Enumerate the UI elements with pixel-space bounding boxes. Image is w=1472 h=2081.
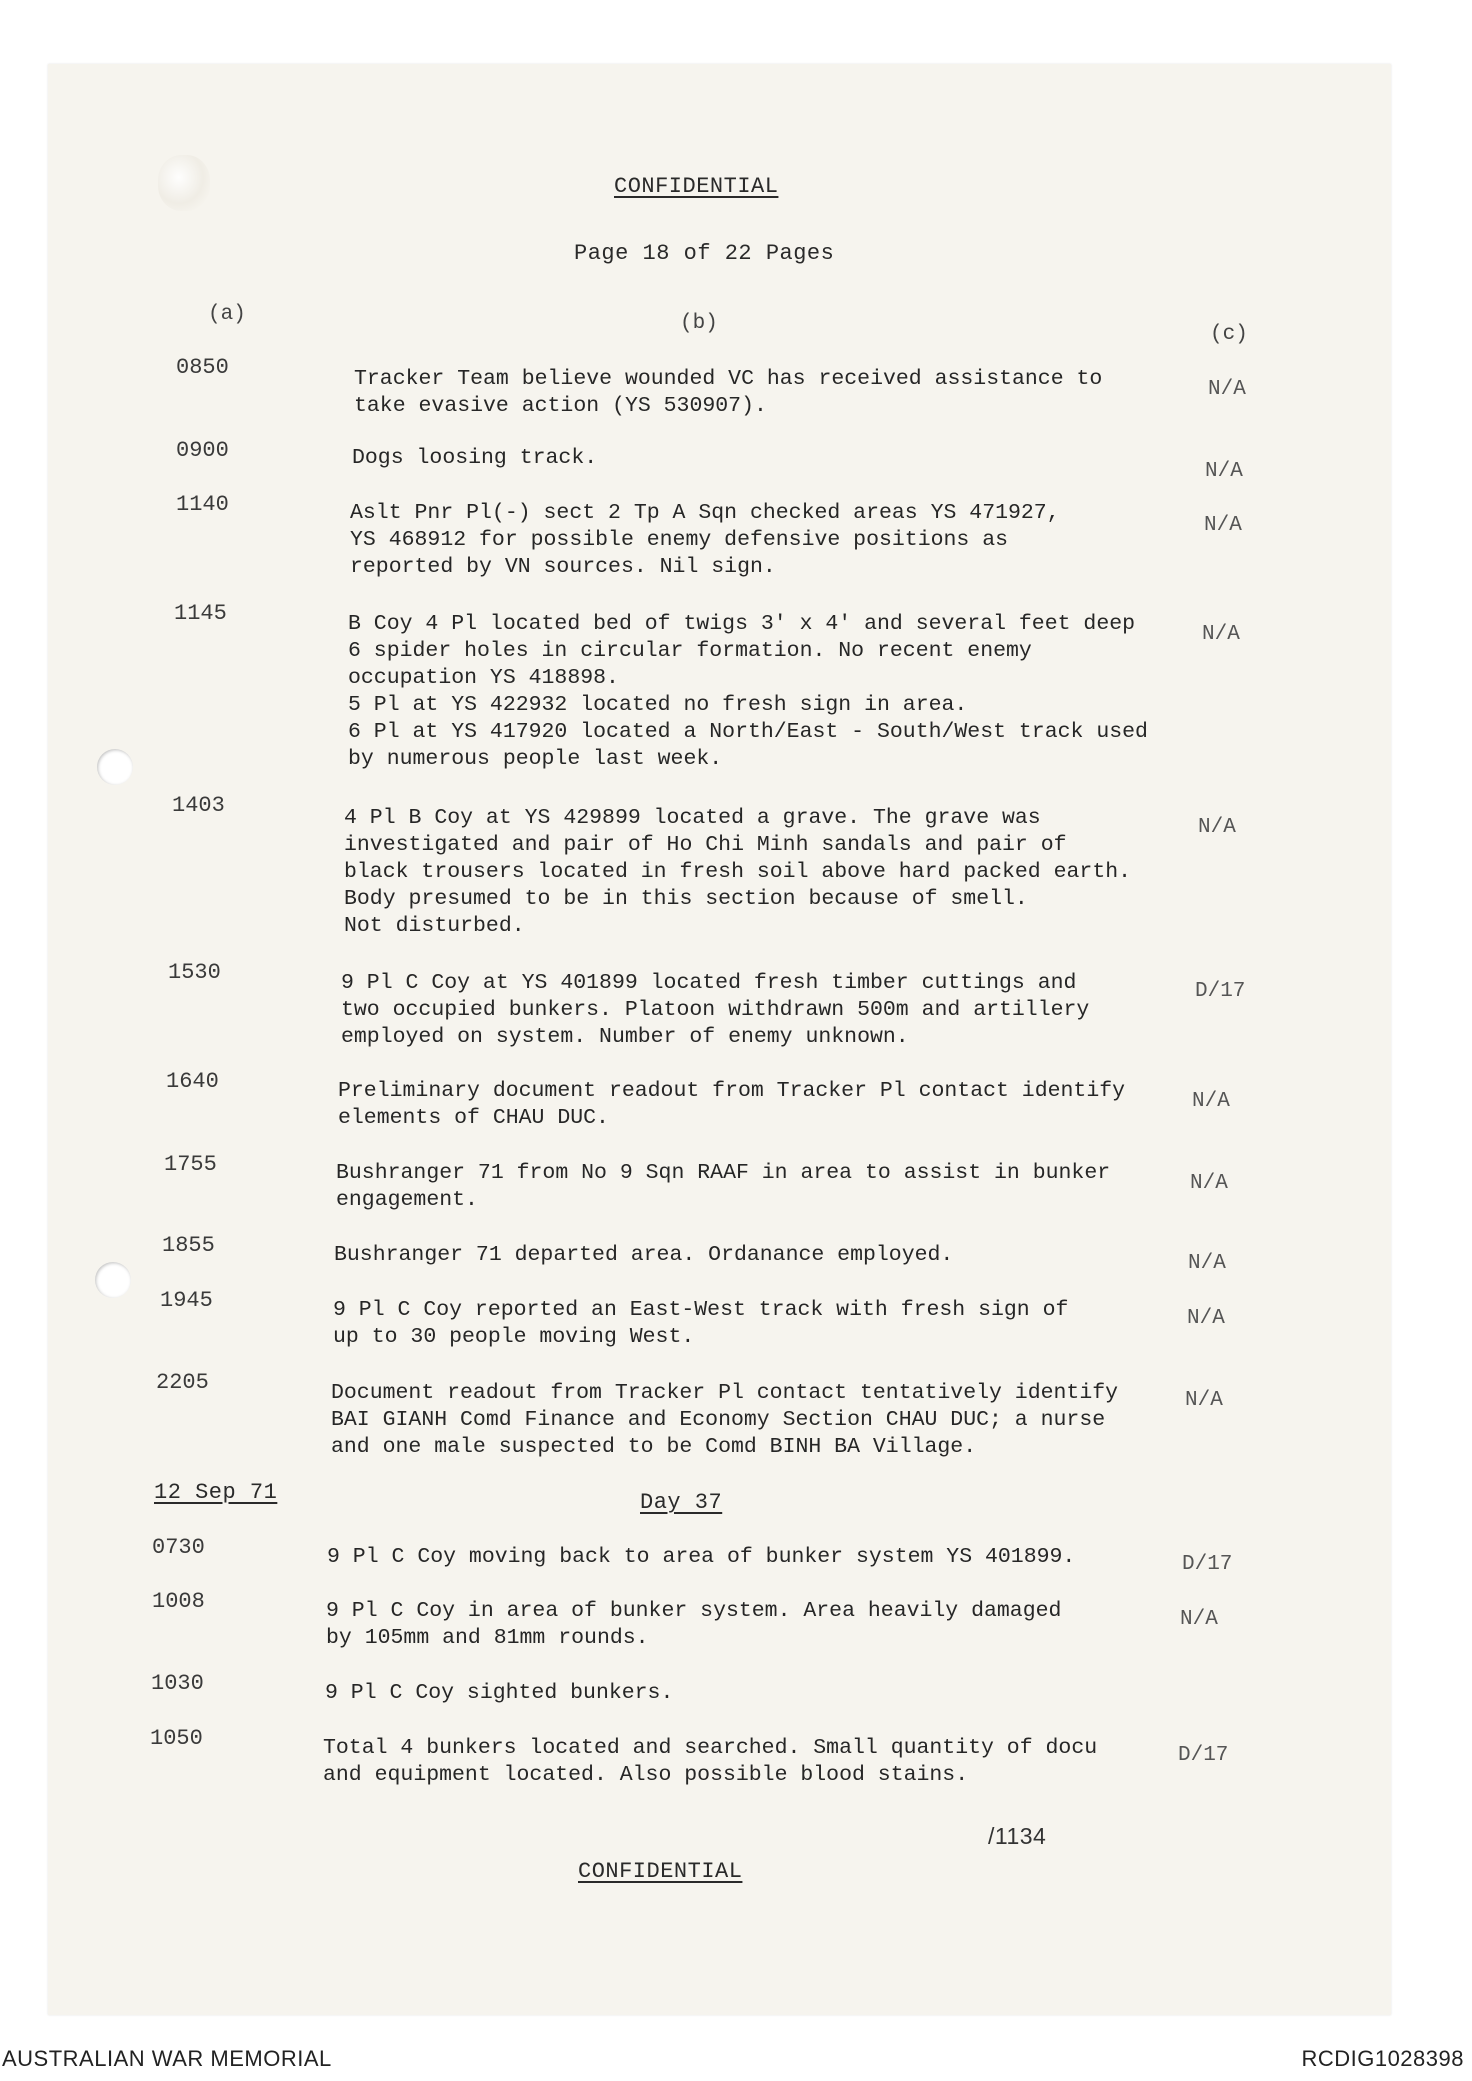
entry-code: N/A	[1202, 623, 1240, 646]
entry-time: 1855	[162, 1233, 215, 1258]
entry-line: up to 30 people moving West.	[333, 1325, 695, 1349]
entry-line: black trousers located in fresh soil above hard packed earth.	[344, 860, 1132, 884]
entry-line: engagement.	[336, 1188, 478, 1212]
entry-line: BAI GIANH Comd Finance and Economy Section CHAU DUC; a nurse	[331, 1408, 1106, 1432]
entry-line: take evasive action (YS 530907).	[354, 394, 767, 418]
entry-code: D/17	[1178, 1744, 1229, 1767]
entry-text	[350, 500, 1060, 581]
entry-time: 1008	[152, 1589, 205, 1614]
day-date: 12 Sep 71	[154, 1480, 278, 1505]
column-header-b: (b)	[680, 312, 718, 335]
entry-text	[333, 1297, 1068, 1351]
entry-line: Aslt Pnr Pl(-) sect 2 Tp A Sqn checked areas YS 471927,	[350, 501, 1060, 525]
entry-line: and equipment located. Also possible blood stains.	[323, 1763, 969, 1787]
archive-name: AUSTRALIAN WAR MEMORIAL	[2, 2046, 332, 2071]
entry-code: N/A	[1185, 1389, 1223, 1412]
column-header-c: (c)	[1210, 323, 1248, 346]
entry-line: 9 Pl C Coy in area of bunker system. Area heavily damaged	[326, 1599, 1062, 1623]
embossed-seal	[158, 155, 210, 211]
entry-code: N/A	[1204, 514, 1242, 537]
entry-line: 6 Pl at YS 417920 located a North/East - South/West track used	[348, 720, 1148, 744]
day-number: Day 37	[640, 1490, 723, 1515]
entry-text	[323, 1735, 1097, 1789]
continuation-marker: /1134	[988, 1823, 1047, 1849]
entry-line: employed on system. Number of enemy unknown.	[341, 1025, 909, 1049]
entry-line: two occupied bunkers. Platoon withdrawn 500m and artillery	[341, 998, 1090, 1022]
page-info: Page 18 of 22 Pages	[574, 241, 835, 266]
entry-code: N/A	[1180, 1608, 1218, 1631]
entry-line: 6 spider holes in circular formation. No recent enemy	[348, 639, 1032, 663]
entry-code: N/A	[1190, 1172, 1228, 1195]
entry-code: D/17	[1182, 1553, 1233, 1576]
classification-top: CONFIDENTIAL	[614, 174, 779, 199]
entry-time: 1403	[172, 793, 225, 818]
entry-line: reported by VN sources. Nil sign.	[350, 555, 776, 579]
column-header-a: (a)	[208, 303, 246, 326]
entry-code: N/A	[1188, 1252, 1226, 1275]
entry-time: 1030	[151, 1671, 204, 1696]
entry-time: 0850	[176, 355, 229, 380]
entry-line: elements of CHAU DUC.	[338, 1106, 609, 1130]
entry-time: 1755	[164, 1152, 217, 1177]
entry-code: D/17	[1195, 980, 1246, 1003]
entry-text	[338, 1078, 1125, 1132]
entry-text	[352, 445, 597, 472]
entry-text	[336, 1160, 1110, 1214]
entry-code: N/A	[1205, 460, 1243, 483]
entry-line: Tracker Team believe wounded VC has received assistance to	[354, 367, 1103, 391]
entry-text	[341, 970, 1089, 1051]
entry-line: Preliminary document readout from Tracker Pl contact identify	[338, 1079, 1126, 1103]
entry-time: 1530	[168, 960, 221, 985]
entry-line: 5 Pl at YS 422932 located no fresh sign in area.	[348, 693, 968, 717]
entry-text	[348, 611, 1148, 773]
entry-line: 4 Pl B Coy at YS 429899 located a grave. The grave was	[344, 806, 1041, 830]
entry-line: 9 Pl C Coy at YS 401899 located fresh timber cuttings and	[341, 971, 1077, 995]
entry-text	[334, 1242, 953, 1269]
entry-line: YS 468912 for possible enemy defensive positions as	[350, 528, 1009, 552]
entry-code: N/A	[1208, 378, 1246, 401]
entry-text	[331, 1380, 1118, 1461]
entry-line: and one male suspected to be Comd BINH BA Village.	[331, 1435, 977, 1459]
entry-code: N/A	[1192, 1090, 1230, 1113]
entry-text	[327, 1544, 1075, 1571]
entry-code: N/A	[1187, 1307, 1225, 1330]
archive-footer	[0, 2044, 1472, 2081]
entry-time: 2205	[156, 1370, 209, 1395]
entry-code: N/A	[1198, 816, 1236, 839]
entry-line: investigated and pair of Ho Chi Minh sandals and pair of	[344, 833, 1067, 857]
entry-line: Bushranger 71 departed area. Ordanance employed.	[334, 1243, 954, 1267]
entry-time: 0730	[152, 1535, 205, 1560]
entry-line: 9 Pl C Coy sighted bunkers.	[325, 1681, 674, 1705]
entry-line: occupation YS 418898.	[348, 666, 619, 690]
entry-line: Not disturbed.	[344, 914, 525, 938]
entry-time: 1145	[174, 601, 227, 626]
entry-line: 9 Pl C Coy reported an East-West track with fresh sign of	[333, 1298, 1069, 1322]
entry-line: 9 Pl C Coy moving back to area of bunker system YS 401899.	[327, 1545, 1076, 1569]
entry-line: Document readout from Tracker Pl contact tentatively identify	[331, 1381, 1119, 1405]
entry-line: Bushranger 71 from No 9 Sqn RAAF in area to assist in bunker	[336, 1161, 1111, 1185]
entry-time: 1050	[150, 1726, 203, 1751]
entry-text	[325, 1680, 673, 1707]
classification-bottom: CONFIDENTIAL	[578, 1859, 743, 1884]
entry-line: Body presumed to be in this section because of smell.	[344, 887, 1028, 911]
entry-time: 1140	[176, 492, 229, 517]
entry-time: 1640	[166, 1069, 219, 1094]
entry-text	[326, 1598, 1061, 1652]
entry-text	[344, 805, 1131, 940]
entry-line: Dogs loosing track.	[352, 446, 598, 470]
entry-time: 1945	[160, 1288, 213, 1313]
punch-hole-upper	[97, 749, 133, 785]
entry-line: B Coy 4 Pl located bed of twigs 3' x 4' and several feet deep	[348, 612, 1136, 636]
entry-line: Total 4 bunkers located and searched. Small quantity of docu	[323, 1736, 1098, 1760]
entry-text	[354, 366, 1102, 420]
entry-time: 0900	[176, 438, 229, 463]
entry-line: by 105mm and 81mm rounds.	[326, 1626, 649, 1650]
archive-reference: RCDIG1028398	[1301, 2046, 1464, 2071]
punch-hole-lower	[95, 1262, 131, 1298]
entry-line: by numerous people last week.	[348, 747, 723, 771]
